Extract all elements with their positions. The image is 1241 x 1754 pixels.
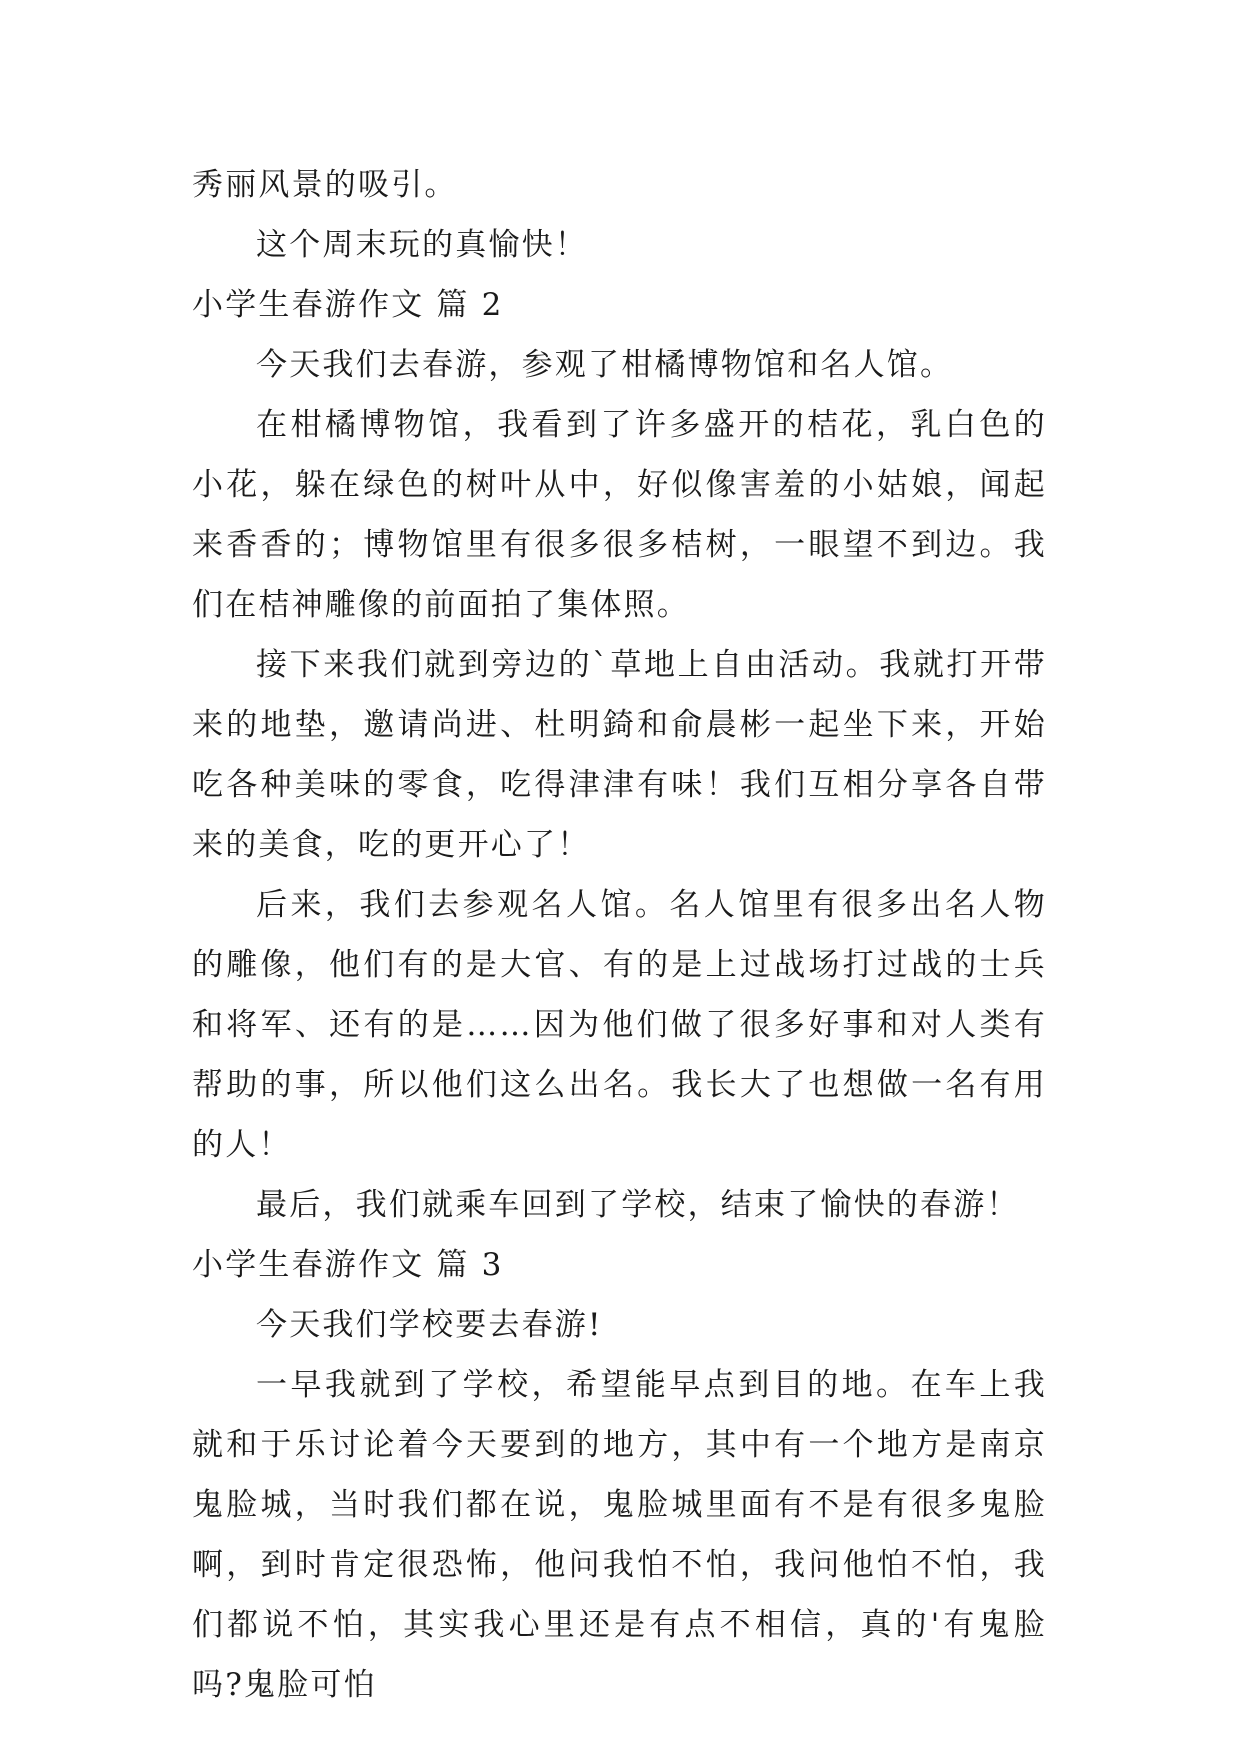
paragraph: 最后，我们就乘车回到了学校，结束了愉快的春游！ xyxy=(256,1187,1020,1223)
paragraph: 一早我就到了学校，希望能早点到目的地。在车上我就和于乐讨论着今天要到的地方，其中有一个地方是南京鬼脸城，当时我们都在说，鬼脸城里面有不是有很多鬼脸啊，到时肯定很恐怖，他问我怕不怕，我问他怕不怕，我们都说不怕，其实我心里还是有点不相信，真的'有鬼脸吗?鬼脸可怕 xyxy=(192,1367,1047,1703)
paragraph: 接下来我们就到旁边的`草地上自由活动。我就打开带来的地垫，邀请尚进、杜明錡和俞晨彬一起坐下来，开始吃各种美味的零食，吃得津津有味！我们互相分享各自带来的美食，吃的更开心了！ xyxy=(192,647,1047,863)
section-label: 篇 3 xyxy=(436,1247,504,1283)
section-label: 篇 2 xyxy=(436,287,504,323)
section-title: 小学生春游作文 xyxy=(192,1247,425,1283)
section-heading-2 xyxy=(192,275,1047,335)
paragraph: 这个周末玩的真愉快！ xyxy=(256,227,588,263)
paragraph: 今天我们去春游，参观了柑橘博物馆和名人馆。 xyxy=(256,347,954,383)
section-title: 小学生春游作文 xyxy=(192,287,425,323)
section-heading-3 xyxy=(192,1235,1047,1295)
paragraph: 在柑橘博物馆，我看到了许多盛开的桔花，乳白色的小花，躲在绿色的树叶从中，好似像害羞的小姑娘，闻起来香香的；博物馆里有很多很多桔树，一眼望不到边。我们在桔神雕像的前面拍了集体照。 xyxy=(192,407,1047,623)
paragraph: 今天我们学校要去春游! xyxy=(256,1307,603,1343)
paragraph-continuation: 秀丽风景的吸引。 xyxy=(192,167,458,203)
document-body xyxy=(192,155,1047,1715)
paragraph: 后来，我们去参观名人馆。名人馆里有很多出名人物的雕像，他们有的是大官、有的是上过战场打过战的士兵和将军、还有的是……因为他们做了很多好事和对人类有帮助的事，所以他们这么出名。我长大了也想做一名有用的人！ xyxy=(192,887,1047,1163)
